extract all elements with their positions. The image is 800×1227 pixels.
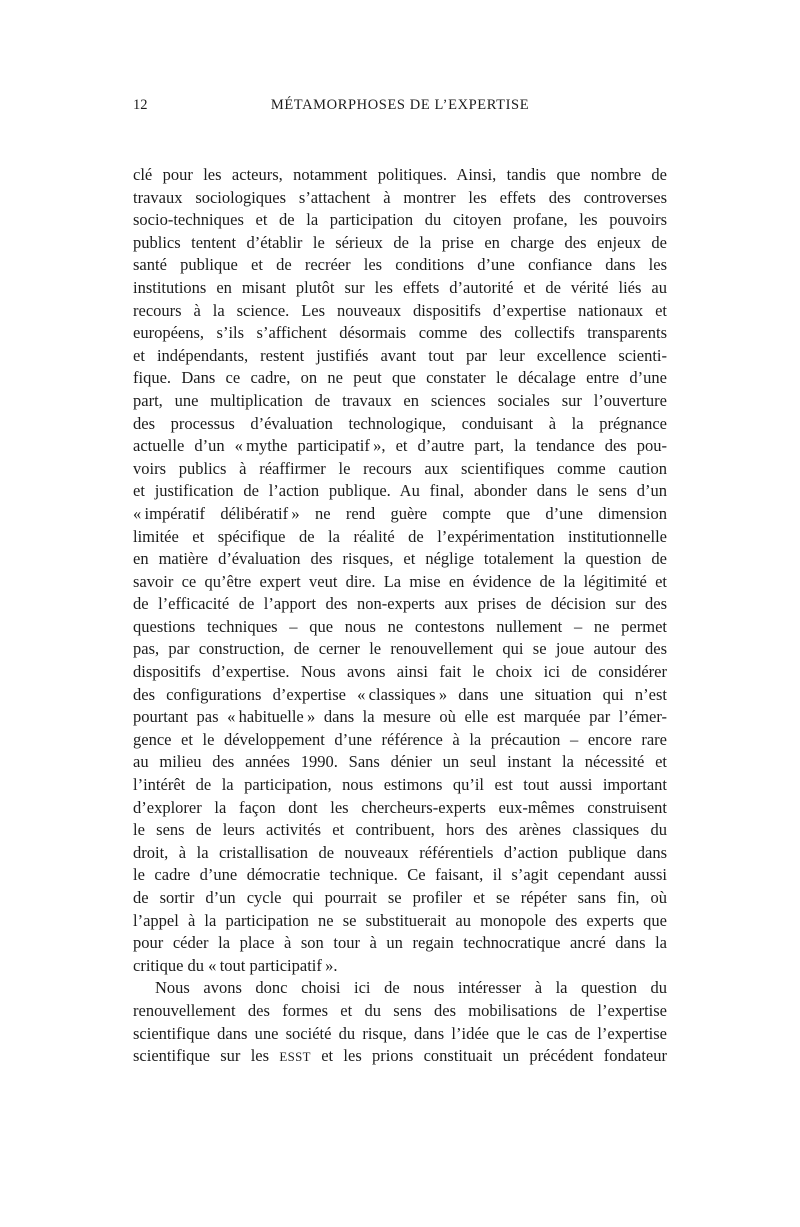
text-line: part, une multiplication de travaux en sciences sociales sur l’ouverture [133, 390, 667, 410]
text-line: au milieu des années 1990. Sans dénier un seul instant la nécessité et [133, 752, 667, 772]
running-title: MÉTAMORPHOSES DE L’EXPERTISE [270, 97, 530, 113]
text-line: socio-techniques et de la participation du citoyen profane, les pouvoirs [133, 210, 667, 230]
text-line: questions techniques – que nous ne contestons nullement – ne permet [133, 616, 667, 636]
text-line: le cadre d’une démocratie technique. Ce faisant, il s’agit cependant aussi [133, 865, 667, 885]
text-line: santé publique et de recréer les conditions d’une confiance dans les [133, 255, 667, 275]
running-head [133, 96, 667, 114]
text-line: pourtant pas « habituelle » dans la mesure où elle est marquée par l’émer- [133, 707, 667, 727]
text-line: européens, s’ils s’affichent désormais comme des collectifs transparents [133, 323, 667, 343]
text-line: renouvellement des formes et du sens des mobilisations de l’expertise [133, 1000, 667, 1020]
text-line: institutions en misant plutôt sur les effets d’autorité et de vérité liés au [133, 277, 667, 297]
text-line: gence et le développement d’une référence à la précaution – encore rare [133, 729, 667, 749]
text-line: savoir ce qu’être expert veut dire. La mise en évidence de la légitimité et [133, 571, 667, 591]
text-line: pas, par construction, de cerner le renouvellement qui se joue autour des [133, 639, 667, 659]
text-line: clé pour les acteurs, notamment politiques. Ainsi, tandis que nombre de [133, 165, 667, 184]
page-number: 12 [133, 97, 148, 113]
text-line: en matière d’évaluation des risques, et néglige totalement la question de [133, 549, 667, 569]
text-line: Nous avons donc choisi ici de nous intéresser à la question du [155, 978, 667, 998]
paragraph-2 [133, 977, 667, 1068]
text-line: fique. Dans ce cadre, on ne peut que constater le décalage entre d’une [133, 368, 667, 388]
text-line: critique du « tout participatif ». [133, 955, 338, 975]
paragraph-1 [133, 164, 667, 977]
text-segment: et les prions constituait un précédent fondateur [310, 1046, 668, 1066]
text-line [133, 1045, 667, 1069]
text-line: actuelle d’un « mythe participatif », et d’autre part, la tendance des pou- [133, 436, 667, 456]
text-line: pour céder la place à son tour à un regain technocratique ancré dans la [133, 933, 667, 953]
text-line: dispositifs d’expertise. Nous avons ainsi fait le choix ici de considérer [133, 662, 667, 682]
text-line: voirs publics à réaffirmer le recours aux scientifiques comme caution [133, 458, 667, 478]
text-line: recours à la science. Les nouveaux dispositifs d’expertise nationaux et [133, 300, 667, 320]
text-line: publics tentent d’établir le sérieux de la prise en charge des enjeux de [133, 232, 667, 252]
paragraph-2-lines [133, 977, 667, 1045]
body-text [133, 164, 667, 1069]
text-segment: scientifique sur les [133, 1046, 280, 1066]
text-line: de sortir d’un cycle qui pourrait se profiler et se répéter sans fin, où [133, 888, 667, 907]
text-line: l’intérêt de la participation, nous estimons qu’il est tout aussi important [133, 775, 667, 795]
text-line: travaux sociologiques s’attachent à montrer les effets des controverses [133, 187, 667, 207]
text-line: et indépendants, restent justifiés avant tout par leur excellence scienti- [133, 345, 667, 365]
text-line: limitée et spécifique de la réalité de l’expérimentation institutionnelle [133, 526, 667, 546]
text-line: « impératif délibératif » ne rend guère compte que d’une dimension [133, 503, 667, 523]
text-line: et justification de l’action publique. Au final, abonder dans le sens d’un [133, 481, 667, 501]
text-line: l’appel à la participation ne se substituerait au monopole des experts que [133, 910, 667, 930]
text-line: scientifique dans une société du risque, dans l’idée que le cas de l’expertise [133, 1023, 667, 1043]
text-line: le sens de leurs activités et contribuent, hors des arènes classiques du [133, 820, 667, 840]
text-line: droit, à la cristallisation de nouveaux référentiels d’action publique dans [133, 842, 667, 862]
text-line: des configurations d’expertise « classiques » dans une situation qui n’est [133, 684, 667, 704]
text-line: d’explorer la façon dont les chercheurs-experts eux-mêmes construisent [133, 797, 667, 817]
text-line: des processus d’évaluation technologique, conduisant à la prégnance [133, 413, 667, 433]
paragraph-1-lines [133, 164, 667, 977]
text-line: de l’efficacité de l’apport des non-experts aux prises de décision sur des [133, 594, 667, 614]
esst-acronym: ESST [279, 1050, 311, 1065]
